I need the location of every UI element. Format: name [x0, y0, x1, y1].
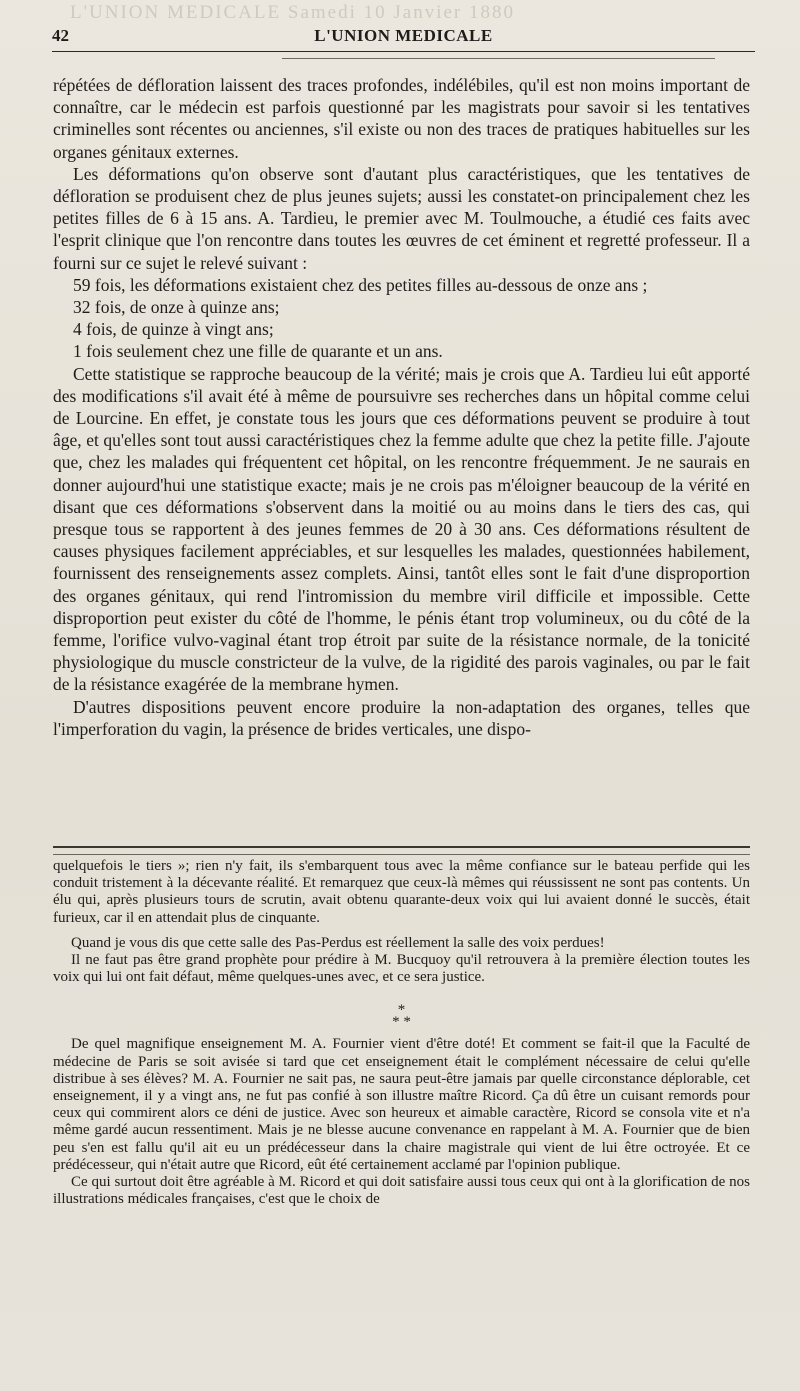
journal-title: L'UNION MEDICALE: [314, 26, 493, 45]
list-item: 1 fois seulement chez une fille de quarante et un ans.: [73, 341, 443, 362]
paragraph: Les déformations qu'on observe sont d'autant plus caractéristiques, que les tentatives de défloration se produisent chez de plus jeunes sujets; aussi les constatet-on principalement chez les petites filles de 6 à 15 ans. A. Tardieu, le premier avec M. Toulmouche, a étudié ces faits avec l'esprit clinique que l'on rencontre dans toutes les œuvres de cet éminent et regretté professeur. Il a fourni sur ce sujet le relevé suivant :: [53, 163, 750, 273]
paragraph: quelquefois le tiers »; rien n'y fait, ils s'embarquent tous avec la même confiance sur le bateau perfide qui les conduit tristement à la décevante réalité. Et remarquez que ceux-là mêmes qui réussissent ne sont pas contents. Un élu qui, après plusieurs tours de scrutin, avait obtenu quarante-deux voix qui lui avaient donné le succès, était furieux, car il en attendait plus de cinquante.: [53, 858, 750, 926]
paragraph: D'autres dispositions peuvent encore produire la non-adaptation des organes, telles que l'imperforation du vagin, la présence de brides verticales, une dispo-: [53, 696, 750, 739]
list-item: 59 fois, les déformations existaient chez des petites filles au-dessous de onze ans ;: [73, 274, 648, 295]
asterism-top: *: [397, 1002, 406, 1019]
paragraph: répétées de défloration laissent des traces profondes, indélébiles, qu'il est non moins important de connaître, car le médecin est parfois questionné par les magistrats pour savoir si les tentatives criminelles sont récentes ou anciennes, s'il existe ou non des traces de pratiques habituelles sur les organes génitaux externes.: [53, 75, 750, 162]
page-number: 42: [52, 26, 69, 45]
show-through-text: L'UNION MEDICALE Samedi 10 Janvier 1880: [70, 2, 516, 23]
paragraph: Quand je vous dis que cette salle des Pas-Perdus est réellement la salle des voix perdues!: [71, 934, 605, 951]
paragraph: Il ne faut pas être grand prophète pour prédire à M. Bucquoy qu'il retrouvera à la première élection toutes les voix qui lui ont fait défaut, même quelques-unes avec, et ce sera justice.: [53, 952, 750, 986]
feuilleton-column: [53, 858, 750, 1208]
main-article: [53, 74, 750, 740]
feuilleton-separator: [53, 846, 750, 855]
statistics-list: [53, 274, 750, 363]
page-header: [52, 26, 755, 56]
list-item: 4 fois, de quinze à vingt ans;: [73, 319, 274, 340]
asterism-bottom: * *: [392, 1014, 411, 1031]
header-rule: [52, 51, 755, 52]
paragraph: Ce qui surtout doit être agréable à M. Ricord et qui doit satisfaire aussi tous ceux qui ont à la glorification de nos illustrations médicales françaises, c'est que le choix de: [53, 1174, 750, 1208]
header-subrule: [282, 58, 715, 59]
list-item: 32 fois, de onze à quinze ans;: [73, 297, 280, 318]
paragraph: De quel magnifique enseignement M. A. Fournier vient d'être doté! Et comment se fait-il que la Faculté de médecine de Paris se soit avisée si tard que cet enseignement était le complément nécessaire de celui qu'elle distribue à ses élèves? M. A. Fournier ne sait pas, ne saura peut-être jamais par quelle circonstance déplorable, cet enseignement, il y a vingt ans, ne fut pas confié à son illustre maître Ricord. Ça dû être un cuisant remords pour ceux qui commirent alors ce déni de justice. Avec son heureux et aimable caractère, Ricord se consola vite et n'a même gardé aucun ressentiment. Mais je ne blesse aucune convenance en rappelant à M. A. Fournier que de bien peu s'en est fallu qu'il ait eu un prédécesseur dans la chaire magistrale qui vient de lui être octroyée. Et ce prédécesseur, qui n'était autre que Ricord, eût été certainement acclamé par l'opinion publique.: [53, 1036, 750, 1173]
asterism: [53, 1002, 750, 1031]
paragraph: Cette statistique se rapproche beaucoup de la vérité; mais je crois que A. Tardieu lui eût apporté des modifications s'il avait été à même de poursuivre ses recherches dans un hôpital comme celui de Lourcine. En effet, je constate tous les jours que ces déformations peuvent se produire à tout âge, et qu'elles sont tout aussi caractéristiques chez la femme adulte que chez la petite fille. J'ajoute que, chez les malades qui fréquentent cet hôpital, on les rencontre fréquemment. Je ne saurais en donner aujourd'hui une statistique exacte; mais je ne crois pas m'éloigner beaucoup de la vérité en disant que ces déformations s'observent dans la moitié ou au moins dans le tiers des cas, qui presque tous se rapportent à des jeunes femmes de 20 à 30 ans. Ces déformations résultent de causes physiques facilement appréciables, et sur lesquelles les malades, questionnées habilement, fournissent des renseignements assez complets. Ainsi, tantôt elles sont le fait d'une disproportion des organes génitaux, qui rend l'intromission du membre viril difficile et impossible. Cette disproportion peut exister du côté de l'homme, le pénis étant trop volumineux, ou du côté de la femme, l'orifice vulvo-vaginal étant trop étroit par suite de la résistance normale, de la tonicité physiologique du muscle constricteur de la vulve, de la rigidité des parois vaginales, ou par le fait de la résistance exagérée de la membrane hymen.: [53, 363, 750, 695]
